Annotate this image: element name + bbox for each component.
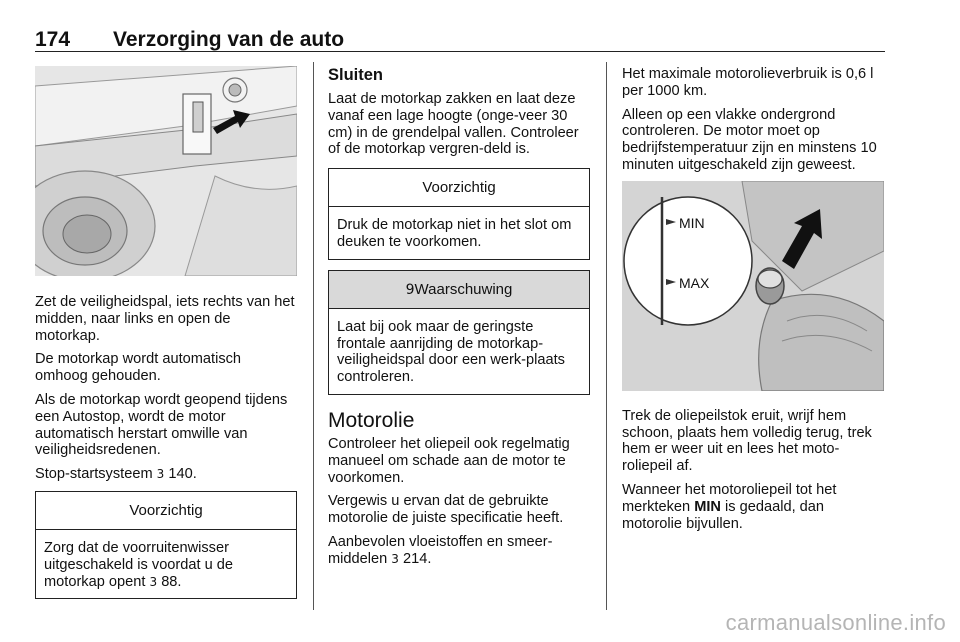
caution-body: Zorg dat de voorruitenwisser uitgeschakeld is voordat u de motorkap opent 3 88.: [44, 539, 234, 590]
caution-title: Voorzichtig: [36, 492, 296, 530]
paragraph: [35, 466, 297, 483]
paragraph: Trek de oliepeilstok eruit, wrijf hem schoon, plaats hem volledig terug, trek hem er weer uit en lees het moto-roliepeil af.: [622, 407, 872, 475]
min-keyword: MIN: [694, 498, 721, 515]
paragraph: Alleen op een vlakke ondergrond controleren. De motor moet op bedrijfstemperatuur zijn en minstens 10 minuten uitgeschakeld zijn geweest.: [622, 106, 877, 173]
dipstick-illustration: [622, 181, 884, 391]
column-2: [328, 66, 590, 575]
paragraph: Het maximale motorolieverbruik is 0,6 l per 1000 km.: [622, 66, 874, 99]
dipstick-min-label: MIN: [679, 214, 705, 231]
column-3: [622, 66, 884, 539]
page-ref-arrow-icon: 3: [149, 574, 158, 589]
paragraph: Controleer het oliepeil ook regelmatig manueel om schade aan de motor te voorkomen.: [328, 435, 570, 486]
page-ref-arrow-icon: 3: [391, 551, 399, 566]
watermark: carmanualsonline.info: [725, 610, 946, 635]
page-number: 174: [35, 28, 71, 51]
page-ref-link[interactable]: 214.: [403, 550, 432, 567]
column-divider-2: [606, 62, 607, 610]
paragraph: De motorkap wordt automatisch omhoog gehouden.: [35, 351, 242, 385]
page-ref-arrow-icon: 3: [156, 467, 165, 482]
paragraph: Zet de veiligheidspal, iets rechts van het midden, naar links en open de motorkap.: [35, 294, 295, 344]
stop-start-text: Stop-startsysteem: [35, 466, 153, 483]
paragraph: Wanneer het motoroliepeil tot het merkteken MIN is gedaald, dan motorolie bijvullen.: [622, 481, 837, 532]
page-ref-link[interactable]: 140.: [168, 466, 197, 483]
warning-body: Laat bij ook maar de geringste frontale aanrijding de motorkap-veiligheidspal door een werk-plaats controleren.: [337, 318, 565, 386]
caution-title: Voorzichtig: [329, 169, 589, 207]
caution-body: Druk de motorkap niet in het slot om deuken te voorkomen.: [337, 217, 572, 250]
caution-box: [328, 168, 590, 260]
paragraph: Vergewis u ervan dat de gebruikte motorolie de juiste specificatie heeft.: [328, 493, 564, 527]
page-header: [35, 28, 885, 52]
caution-box: [35, 491, 297, 599]
column-1: [35, 66, 297, 609]
hood-latch-illustration: [35, 66, 297, 276]
warning-title-bar: [329, 271, 589, 309]
column-divider-1: [313, 62, 314, 610]
paragraph: Laat de motorkap zakken en laat deze vanaf een lage hoogte (onge-veer 30 cm) in de grendelpal vallen. Controleer of de motorkap vergren-deld is.: [328, 91, 579, 158]
motorolie-heading: Motorolie: [328, 408, 415, 432]
page-title: Verzorging van de auto: [113, 28, 345, 51]
warning-triangle-icon: 9: [405, 281, 415, 298]
dipstick-max-label: MAX: [679, 274, 710, 291]
warning-box: [328, 270, 590, 395]
paragraph: Als de motorkap wordt geopend tijdens een Autostop, wordt de motor automatisch herstart omwille van veiligheidsredenen.: [35, 391, 288, 459]
page-ref-link[interactable]: 88.: [161, 573, 182, 590]
paragraph: Aanbevolen vloeistoffen en smeer-middelen 3 214.: [328, 533, 553, 567]
warning-title: Waarschuwing: [414, 280, 513, 298]
sluiten-heading: Sluiten: [328, 66, 384, 84]
